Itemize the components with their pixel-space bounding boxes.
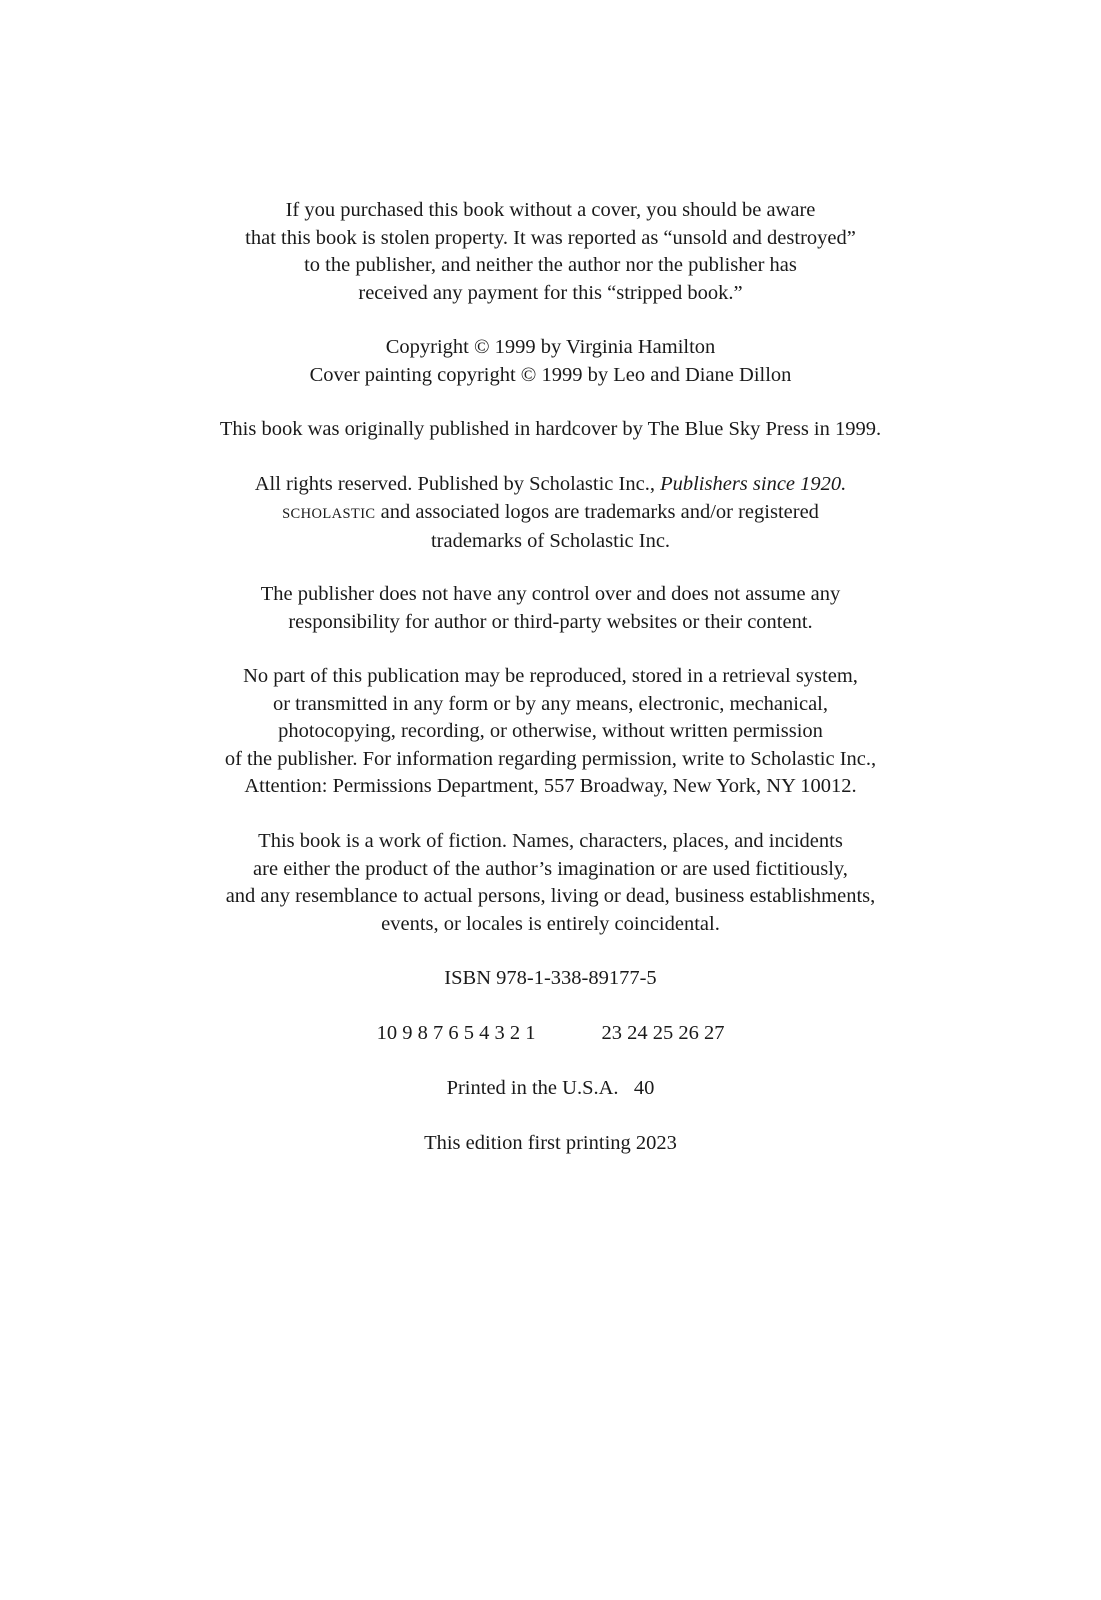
reproduction-line: photocopying, recording, or otherwise, without written permission: [278, 720, 823, 743]
reproduction-line: No part of this publication may be reproduced, stored in a retrieval system,: [243, 665, 858, 687]
notice-line: to the publisher, and neither the author nor the publisher has: [304, 254, 797, 277]
rights-notice: [0, 471, 1101, 556]
websites-disclaimer: [0, 581, 1101, 636]
printing-numbers: 10 9 8 7 6 5 4 3 2 1: [376, 1022, 536, 1044]
scholastic-brand-text: SCHOLASTIC: [282, 505, 376, 522]
print-line: [0, 1020, 1101, 1048]
trademark-text: and associated logos are trademarks and/or registered: [375, 500, 819, 523]
trademark-line: trademarks of Scholastic Inc.: [430, 530, 671, 553]
rights-line: [0, 471, 1101, 499]
copyright-notice: [0, 334, 1101, 389]
isbn-line: ISBN 978-1-338-89177-5: [444, 967, 657, 989]
reproduction-line: Attention: Permissions Department, 557 Broadway, New York, NY 10012.: [244, 775, 857, 798]
reproduction-notice: [0, 663, 1101, 801]
cover-copyright-line: Cover painting copyright © 1999 by Leo and Diane Dillon: [309, 363, 792, 386]
disclaimer-line: responsibility for author or third-party websites or their content.: [288, 610, 813, 633]
original-publication-notice: [0, 416, 1101, 444]
disclaimer-line: The publisher does not have any control over and does not assume any: [260, 583, 841, 605]
printed-in: [0, 1075, 1101, 1103]
rights-text: All rights reserved. Published by Scholastic Inc.,: [254, 473, 661, 495]
notice-line: received any payment for this “stripped book.”: [358, 281, 743, 304]
trademark-line: [0, 499, 1101, 529]
notice-line: If you purchased this book without a cover, you should be aware: [285, 199, 816, 221]
print-line-row: [377, 1020, 725, 1048]
printing-years: 23 24 25 26 27: [601, 1022, 725, 1044]
fiction-line: events, or locales is entirely coincidental.: [381, 912, 720, 935]
fiction-line: are either the product of the author’s imagination or are used fictitiously,: [253, 857, 848, 880]
fiction-line: and any resemblance to actual persons, living or dead, business establishments,: [225, 885, 876, 908]
notice-line: that this book is stolen property. It was reported as “unsold and destroyed”: [245, 226, 856, 249]
printed-in-line: Printed in the U.S.A. 40: [446, 1077, 655, 1099]
publishers-since-text: Publishers since 1920.: [660, 473, 847, 495]
edition: [0, 1130, 1101, 1158]
stripped-book-notice: [0, 197, 1101, 307]
fiction-line: This book is a work of fiction. Names, characters, places, and incidents: [258, 830, 843, 852]
isbn: [0, 965, 1101, 993]
reproduction-line: or transmitted in any form or by any means, electronic, mechanical,: [272, 692, 828, 715]
reproduction-line: of the publisher. For information regarding permission, write to Scholastic Inc.,: [224, 747, 877, 770]
fiction-notice: [0, 828, 1101, 938]
copyright-line: Copyright © 1999 by Virginia Hamilton: [385, 336, 716, 358]
edition-line: This edition first printing 2023: [424, 1132, 677, 1154]
original-publication-line: This book was originally published in hardcover by The Blue Sky Press in 1999.: [219, 418, 882, 440]
